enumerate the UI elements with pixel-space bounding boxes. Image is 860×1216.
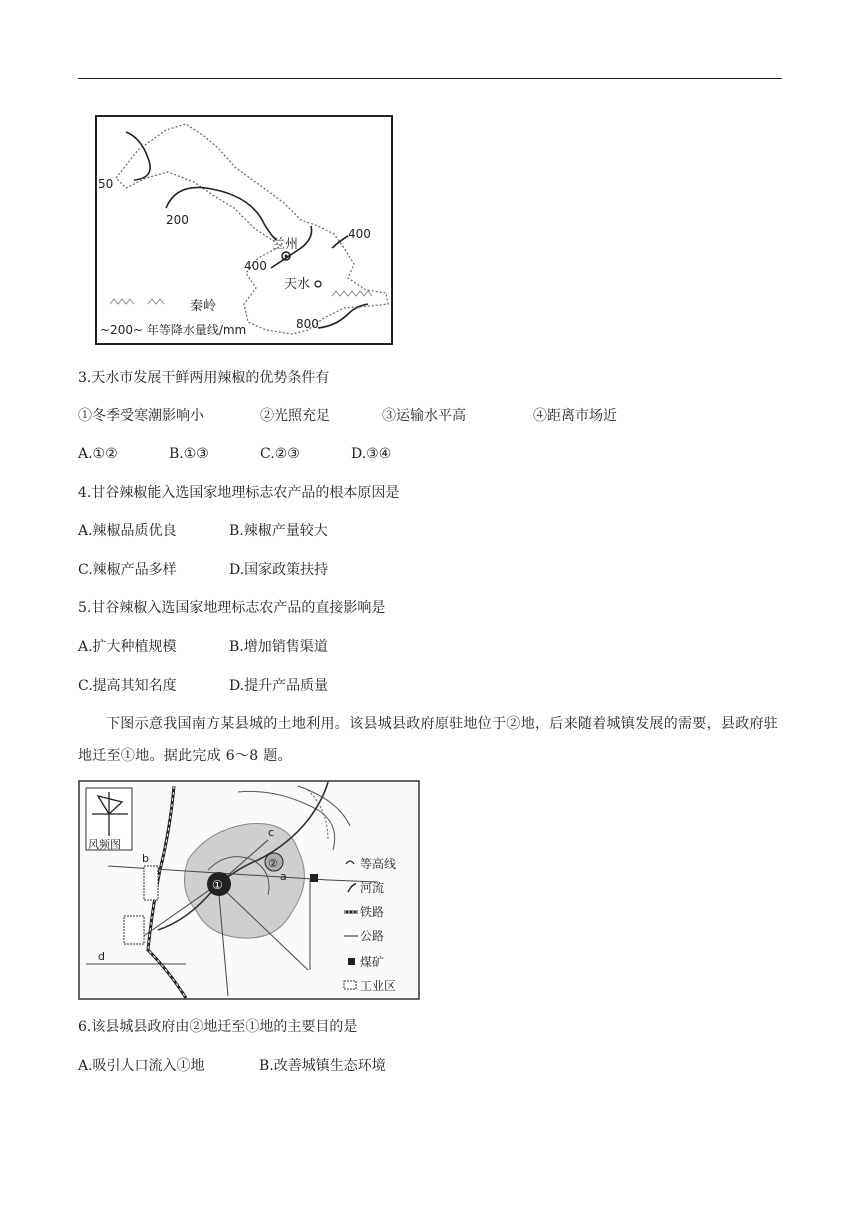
q5-options-row2 — [78, 676, 478, 696]
point-label-c: c — [268, 826, 275, 839]
q5-options-row1 — [78, 637, 478, 657]
intro-text: 下图示意我国南方某县城的土地利用。该县城县政府原驻地位于②地，后来随着城镇发展的需要，县政府驻地迁至①地。据此完成 6～8 题。 — [78, 716, 779, 764]
q3-option-b[interactable]: B.①③ — [169, 446, 209, 462]
legend-river: 河流 — [360, 881, 385, 895]
header-rule — [78, 78, 782, 79]
q6-option-a[interactable]: A.吸引人口流入①地 — [78, 1058, 205, 1074]
q4-option-b[interactable]: B.辣椒产量较大 — [229, 523, 328, 539]
city-label-tianshui: 天水 — [284, 277, 311, 292]
q5-option-a[interactable]: A.扩大种植规模 — [78, 639, 177, 655]
legend-contour: 等高线 — [360, 857, 397, 871]
q5-option-d[interactable]: D.提升产品质量 — [229, 678, 329, 694]
point-label-b: b — [142, 852, 149, 865]
site-1-label: ① — [212, 878, 223, 892]
q6-options-row1 — [78, 1056, 478, 1076]
site-2-label: ② — [268, 857, 278, 870]
q4-options-row1 — [78, 521, 478, 541]
q6-option-b[interactable]: B.改善城镇生态环境 — [259, 1058, 386, 1074]
contour-label: 50 — [98, 177, 114, 191]
legend-road: 公路 — [360, 929, 385, 943]
q4-option-d[interactable]: D.国家政策扶持 — [229, 562, 329, 578]
q4-stem: 4.甘谷辣椒能入选国家地理标志农产品的根本原因是 — [78, 485, 400, 501]
q3-items — [78, 406, 782, 426]
point-label-a: a — [280, 870, 287, 883]
q5-option-c[interactable]: C.提高其知名度 — [78, 678, 177, 694]
city-label-lanzhou: 兰州 — [272, 237, 299, 252]
q3-options — [78, 444, 478, 464]
q4-option-c[interactable]: C.辣椒产品多样 — [78, 562, 177, 578]
q3-item: ②光照充足 — [260, 408, 330, 424]
q3-item: ④距离市场近 — [533, 408, 617, 424]
point-label-d: d — [98, 950, 105, 963]
land-use-map — [78, 780, 420, 1000]
q3-option-c[interactable]: C.②③ — [260, 446, 300, 462]
q5-option-b[interactable]: B.增加销售渠道 — [229, 639, 328, 655]
q4-options-row2 — [78, 560, 478, 580]
contour-label: 200 — [166, 213, 189, 227]
industrial-zone — [144, 866, 158, 900]
contour-label: 400 — [244, 259, 267, 273]
intro-paragraph — [78, 708, 782, 772]
precipitation-map — [86, 108, 396, 348]
wind-rose-label: 风频图 — [88, 838, 121, 851]
q3-stem: 3.天水市发展干鲜两用辣椒的优势条件有 — [78, 370, 330, 386]
q3-item: ①冬季受寒潮影响小 — [78, 408, 204, 424]
coal-mine — [310, 874, 318, 882]
legend-coal-mine: 煤矿 — [360, 955, 385, 969]
legend-railway: 铁路 — [360, 905, 385, 919]
legend-isoline: ~200~ 年等降水量线/mm — [100, 323, 247, 337]
q4-option-a[interactable]: A.辣椒品质优良 — [78, 523, 177, 539]
contour-label: 400 — [348, 227, 371, 241]
contour-label: 800 — [296, 317, 319, 331]
legend-industrial: 工业区 — [360, 979, 397, 993]
q5-stem: 5.甘谷辣椒入选国家地理标志农产品的直接影响是 — [78, 600, 386, 616]
q3-option-a[interactable]: A.①② — [78, 446, 118, 462]
q3-item: ③运输水平高 — [382, 408, 466, 424]
q3-option-d[interactable]: D.③④ — [351, 446, 392, 462]
legend-qinling: 秦岭 — [190, 299, 217, 314]
industrial-zone — [124, 916, 144, 944]
q6-stem: 6.该县城县政府由②地迁至①地的主要目的是 — [78, 1019, 358, 1035]
